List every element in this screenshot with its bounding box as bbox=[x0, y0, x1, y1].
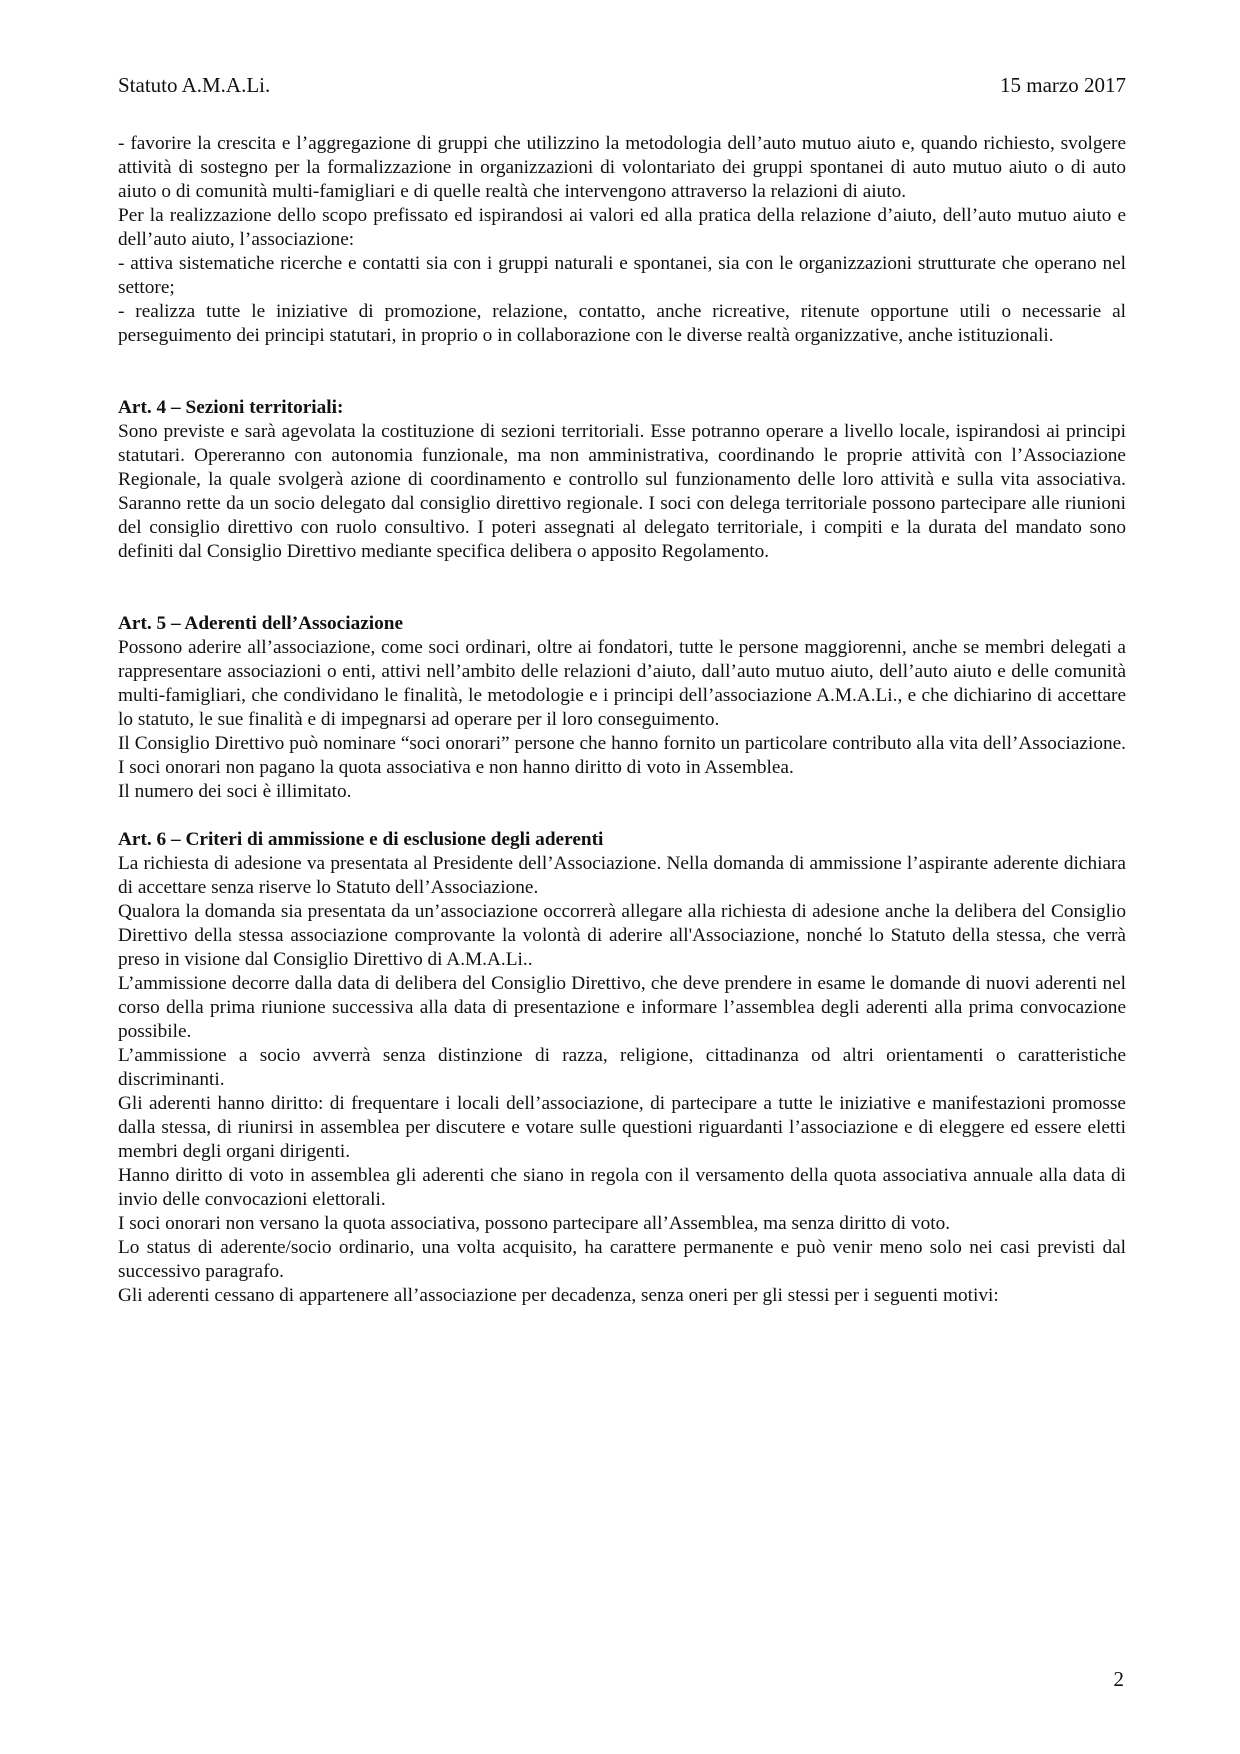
paragraph: L’ammissione decorre dalla data di delibera del Consiglio Direttivo, che deve prendere in esame le domande di nuovi aderenti nel corso della prima riunione successiva alla data di presentazione e informare l’assemblea degli aderenti alla prima convocazione possibile. bbox=[118, 973, 1126, 1042]
paragraph: Il numero dei soci è illimitato. bbox=[118, 781, 352, 802]
spacer bbox=[118, 348, 1126, 396]
paragraph: Gli aderenti hanno diritto: di frequentare i locali dell’associazione, di partecipare a tutte le iniziative e manifestazioni promosse dalla stessa, di riunirsi in assemblea per discutere e votare sulle questioni riguardanti l’associazione e di eleggere ed essere eletti membri degli organi dirigenti. bbox=[118, 1093, 1126, 1162]
paragraph: I soci onorari non versano la quota associativa, possono partecipare all’Assemblea, ma senza diritto di voto. bbox=[118, 1213, 951, 1234]
spacer bbox=[118, 804, 1126, 828]
document-title: Statuto A.M.A.Li. bbox=[118, 73, 271, 97]
paragraph: Qualora la domanda sia presentata da un’associazione occorrerà allegare alla richiesta di adesione anche la delibera del Consiglio Direttivo della stessa associazione comprovante la volontà di aderire all'Associazione, nonché lo Statuto della stessa, che verrà preso in visione dal Consiglio Direttivo di A.M.A.Li.. bbox=[118, 901, 1126, 970]
paragraph: Sono previste e sarà agevolata la costituzione di sezioni territoriali. Esse potranno operare a livello locale, ispirandosi ai principi statutari. Opereranno con autonomia funzionale, ma non amministrativa, coordinando le proprie attività con l’Associazione Regionale, la quale svolgerà azione di coordinamento e controllo sul funzionamento delle loro attività e sulla vita associativa. Saranno rette da un socio delegato dal consiglio direttivo regionale. I soci con delega territoriale possono partecipare alle riunioni del consiglio direttivo con ruolo consultivo. I poteri assegnati al delegato territoriale, i compiti e la durata del mandato sono definiti dal Consiglio Direttivo mediante specifica delibera o apposito Regolamento. bbox=[118, 421, 1126, 562]
page-header bbox=[118, 72, 1126, 98]
paragraph: Lo status di aderente/socio ordinario, una volta acquisito, ha carattere permanente e può venir meno solo nei casi previsti dal successivo paragrafo. bbox=[118, 1237, 1126, 1282]
spacer bbox=[118, 564, 1126, 612]
article-6-heading: Art. 6 – Criteri di ammissione e di esclusione degli aderenti bbox=[118, 829, 604, 850]
page-number: 2 bbox=[1113, 1667, 1124, 1691]
paragraph: Gli aderenti cessano di appartenere all’associazione per decadenza, senza oneri per gli stessi per i seguenti motivi: bbox=[118, 1285, 999, 1306]
paragraph: Per la realizzazione dello scopo prefissato ed ispirandosi ai valori ed alla pratica della relazione d’aiuto, dell’auto mutuo aiuto e dell’auto aiuto, l’associazione: bbox=[118, 205, 1126, 250]
paragraph: - attiva sistematiche ricerche e contatti sia con i gruppi naturali e spontanei, sia con le organizzazioni strutturate che operano nel settore; bbox=[118, 253, 1126, 298]
paragraph: Possono aderire all’associazione, come soci ordinari, oltre ai fondatori, tutte le persone maggiorenni, anche se membri delegati a rappresentare associazioni o enti, attivi nell’ambito delle relazioni d’aiuto, dall’auto mutuo aiuto, dell’auto aiuto e delle comunità multi-famigliari, che condividano le finalità, le metodologie e i principi dell’associazione A.M.A.Li., e che dichiarino di accettare lo statuto, le sue finalità e di impegnarsi ad operare per il loro conseguimento. bbox=[118, 637, 1126, 730]
document-date: 15 marzo 2017 bbox=[1000, 73, 1126, 97]
document-body bbox=[118, 132, 1126, 1308]
paragraph: Hanno diritto di voto in assemblea gli aderenti che siano in regola con il versamento della quota associativa annuale alla data di invio delle convocazioni elettorali. bbox=[118, 1165, 1126, 1210]
paragraph: - favorire la crescita e l’aggregazione di gruppi che utilizzino la metodologia dell’auto mutuo aiuto e, quando richiesto, svolgere attività di sostegno per la formalizzazione in organizzazioni di volontariato dei gruppi spontanei di auto mutuo aiuto o di auto aiuto o di comunità multi-famigliari e di quelle realtà che intervengono attraverso la relazioni di aiuto. bbox=[118, 133, 1126, 202]
article-5-heading: Art. 5 – Aderenti dell’Associazione bbox=[118, 613, 404, 634]
paragraph: La richiesta di adesione va presentata al Presidente dell’Associazione. Nella domanda di ammissione l’aspirante aderente dichiara di accettare senza riserve lo Statuto dell’Associazione. bbox=[118, 853, 1126, 898]
paragraph: Il Consiglio Direttivo può nominare “soci onorari” persone che hanno fornito un particolare contributo alla vita dell’Associazione. I soci onorari non pagano la quota associativa e non hanno diritto di voto in Assemblea. bbox=[118, 733, 1126, 778]
article-4-heading: Art. 4 – Sezioni territoriali: bbox=[118, 397, 344, 418]
paragraph: - realizza tutte le iniziative di promozione, relazione, contatto, anche ricreative, ritenute opportune utili o necessarie al perseguimento dei principi statutari, in proprio o in collaborazione con le diverse realtà organizzative, anche istituzionali. bbox=[118, 301, 1126, 346]
paragraph: L’ammissione a socio avverrà senza distinzione di razza, religione, cittadinanza od altri orientamenti o caratteristiche discriminanti. bbox=[118, 1045, 1126, 1090]
